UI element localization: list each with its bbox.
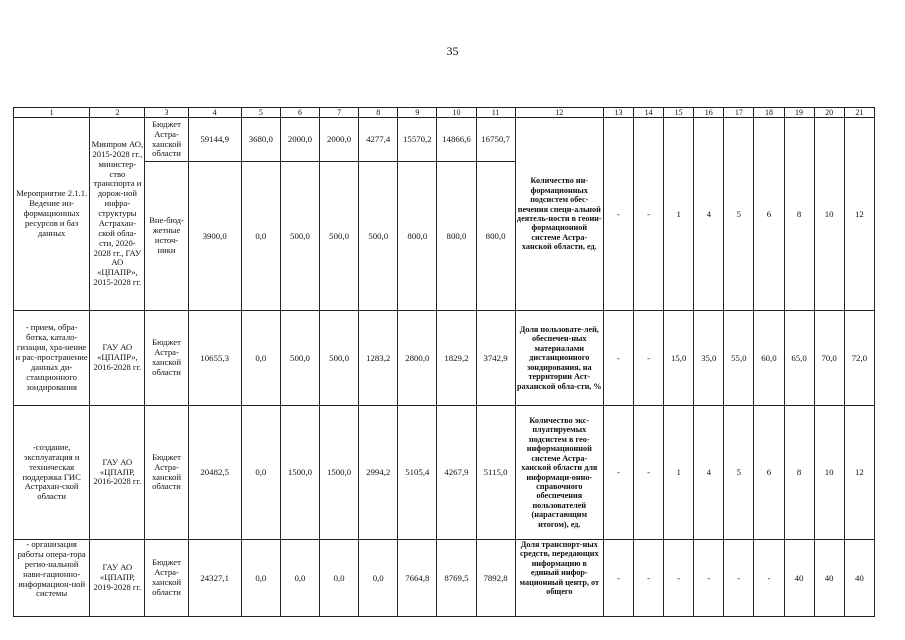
indicator-cell: Доля транспорт-ных средств, передающих информацию в единый инфор-мационный центр, от общего [515,540,603,617]
column-number: 20 [814,108,844,118]
target-cell: 8 [784,118,814,311]
column-number: 21 [844,108,874,118]
target-cell: 1 [664,406,694,540]
column-number: 3 [145,108,188,118]
target-cell: 35,0 [694,311,724,406]
indicator-cell: Количество ин-формационных подсистем обес-печения специ-альной деятель-ности в геоин-формационной системе Астра-ханской области, ед. [515,118,603,311]
funding-source-cell: Бюджет Астра-ханской области [145,406,188,540]
target-cell: 8 [784,406,814,540]
column-number: 5 [241,108,280,118]
measure-name-cell: Мероприятие 2.1.1. Ведение ин-формационных ресурсов и баз данных [14,118,90,311]
value-cell: 3680,0 [241,118,280,162]
column-number: 8 [359,108,398,118]
funding-source-cell: Вне-бюд-жетные источ-ники [145,162,188,311]
target-cell: 15,0 [664,311,694,406]
value-cell: 10655,3 [188,311,241,406]
target-cell: 12 [844,406,874,540]
target-cell: - [603,540,633,617]
executor-cell: ГАУ АО «ЦПАПР, 2016-2028 гг. [90,406,145,540]
target-cell: 12 [844,118,874,311]
target-cell: 6 [754,406,784,540]
value-cell: 0,0 [320,540,359,617]
value-cell: 4277,4 [359,118,398,162]
target-cell: - [634,540,664,617]
target-cell: - [603,311,633,406]
value-cell: 0,0 [241,540,280,617]
value-cell: 3900,0 [188,162,241,311]
value-cell: 20482,5 [188,406,241,540]
value-cell: 0,0 [241,406,280,540]
target-cell: 4 [694,406,724,540]
value-cell: 0,0 [280,540,319,617]
program-table [13,107,875,617]
value-cell: 1283,2 [359,311,398,406]
target-cell: 70,0 [814,311,844,406]
value-cell: 0,0 [359,540,398,617]
column-number: 9 [398,108,437,118]
target-cell: - [664,540,694,617]
measure-name-cell: -создание, эксплуатация и техническая поддержка ГИС Астрахан-ской области [14,406,90,540]
value-cell: 800,0 [476,162,515,311]
target-cell: 10 [814,406,844,540]
table-row [14,540,875,617]
column-number: 12 [515,108,603,118]
value-cell: 14866,6 [437,118,476,162]
value-cell: 59144,9 [188,118,241,162]
value-cell: 3742,9 [476,311,515,406]
column-number: 14 [634,108,664,118]
page-number: 35 [446,44,459,58]
target-cell: - [634,406,664,540]
value-cell: 0,0 [241,162,280,311]
value-cell: 500,0 [359,162,398,311]
value-cell: 1829,2 [437,311,476,406]
executor-cell: ГАУ АО «ЦПАПР», 2016-2028 гг. [90,311,145,406]
table-row [14,406,875,540]
value-cell: 1500,0 [320,406,359,540]
target-cell: - [603,118,633,311]
value-cell: 500,0 [280,162,319,311]
column-number: 1 [14,108,90,118]
funding-source-cell: Бюджет Астра-ханской области [145,118,188,162]
target-cell: - [634,118,664,311]
value-cell: 7892,8 [476,540,515,617]
column-number: 6 [280,108,319,118]
funding-source-cell: Бюджет Астра-ханской области [145,311,188,406]
value-cell: 2800,0 [398,311,437,406]
table-row [14,311,875,406]
column-number: 16 [694,108,724,118]
value-cell: 2000,0 [320,118,359,162]
target-cell: 5 [724,406,754,540]
target-cell: - [694,540,724,617]
value-cell: 0,0 [241,311,280,406]
column-number-row [14,108,875,118]
table-row [14,118,875,162]
target-cell: 65,0 [784,311,814,406]
value-cell: 5115,0 [476,406,515,540]
value-cell: 800,0 [398,162,437,311]
value-cell: 2994,2 [359,406,398,540]
column-number: 2 [90,108,145,118]
value-cell: 800,0 [437,162,476,311]
executor-cell: Минпром АО, 2015-2028 гг., министер-ство транспорта и дорож-ной инфра-структуры Астрахан-ской обла-сти, 2020-2028 гг., ГАУ АО «ЦПАПР», 2015-2028 гг. [90,118,145,311]
target-cell: 72,0 [844,311,874,406]
indicator-cell: Количество экс-плуатируемых подсистем в гео-информационной системе Астра-ханской области для информаци-онно-справочного обеспечения пользователей (нарастающим итогом), ед. [515,406,603,540]
target-cell: 60,0 [754,311,784,406]
target-cell: 10 [814,118,844,311]
column-number: 17 [724,108,754,118]
value-cell: 7664,8 [398,540,437,617]
executor-cell: ГАУ АО «ЦПАПР, 2019-2028 гг. [90,540,145,617]
value-cell: 2000,0 [280,118,319,162]
value-cell: 15570,2 [398,118,437,162]
target-cell: 55,0 [724,311,754,406]
indicator-cell: Доля пользовате-лей, обеспечен-ных материалами дистанционного зондирования, на территории Аст-раханской обла-сти, % [515,311,603,406]
target-cell: 6 [754,118,784,311]
column-number: 13 [603,108,633,118]
column-number: 18 [754,108,784,118]
target-cell: 4 [694,118,724,311]
target-cell: 40 [784,540,814,617]
target-cell: 5 [724,118,754,311]
column-number: 7 [320,108,359,118]
value-cell: 5105,4 [398,406,437,540]
target-cell: - [724,540,754,617]
value-cell: 500,0 [280,311,319,406]
target-cell: 40 [844,540,874,617]
target-cell: - [634,311,664,406]
funding-source-cell: Бюджет Астра-ханской области [145,540,188,617]
value-cell: 8769,5 [437,540,476,617]
target-cell: - [603,406,633,540]
target-cell: - [754,540,784,617]
target-cell: 1 [664,118,694,311]
measure-name-cell: - прием, обра-ботка, катало-гизация, хра-нение и рас-пространение данных ди-станционного зондирования [14,311,90,406]
value-cell: 500,0 [320,162,359,311]
value-cell: 24327,1 [188,540,241,617]
value-cell: 500,0 [320,311,359,406]
value-cell: 1500,0 [280,406,319,540]
column-number: 10 [437,108,476,118]
column-number: 15 [664,108,694,118]
column-number: 11 [476,108,515,118]
value-cell: 16750,7 [476,118,515,162]
measure-name-cell: - организация работы опера-тора регио-нальной нави-гационно-информацион-ной системы [14,540,90,617]
target-cell: 40 [814,540,844,617]
column-number: 4 [188,108,241,118]
value-cell: 4267,9 [437,406,476,540]
column-number: 19 [784,108,814,118]
